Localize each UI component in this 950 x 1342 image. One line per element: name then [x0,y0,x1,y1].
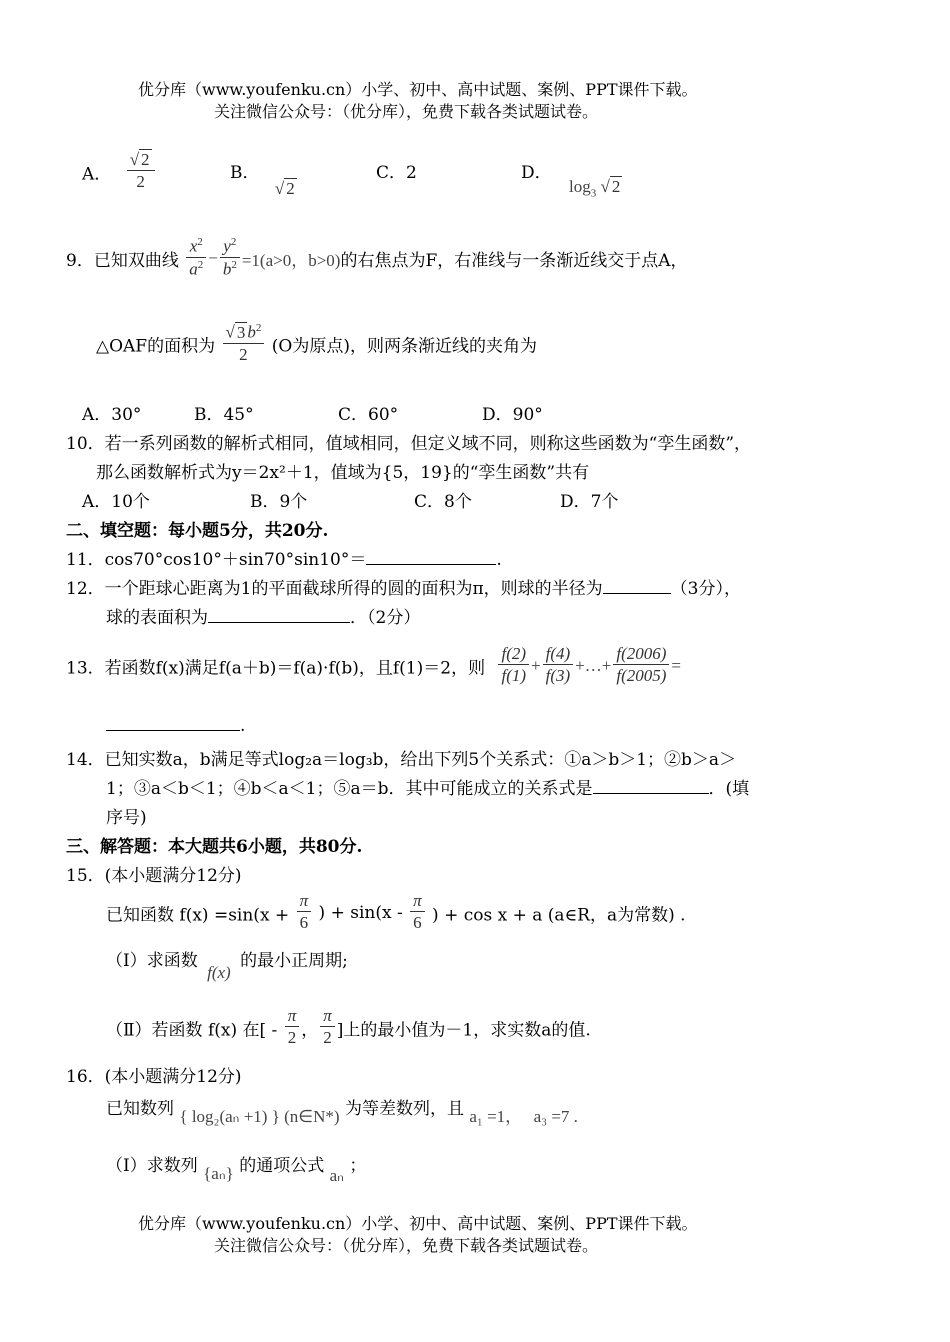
q8-option-b [230,158,295,198]
section-2-heading: 二、填空题：每小题5分，共20分. [66,521,329,541]
q9-condition: =1(a>0，b>0) [241,250,341,270]
footer-line-1: 优分库（www.youfenku.cn）小学、初中、高中试题、案例、PPT课件下载。 [138,1214,698,1233]
section-3-heading: 三、解答题：本大题共6小题，共80分. [66,837,363,857]
q10-option-c: C．8个 [414,492,472,512]
question-16-part-1: （Ⅰ）求数列 {aₙ} 的通项公式 aₙ ； [106,1156,367,1185]
question-12-line-1: 12．一个距球心距离为1的平面截球所得的圆的面积为π，则球的半径为 （3分）， [66,579,741,599]
q8-d-value: $\log_3$ √ 2 [569,177,621,200]
question-13: 13．若函数f(x)满足f(a＋b)＝f(a)·f(b)，且f(1)＝2，则 $\frac{f(2)}{f(1)}$ + $\frac{f(4)}{f(3)}$ +…+ $\frac{f(2006)}{f(2005)}$ = [66,644,681,686]
question-9-line-1: 9．已知双曲线 $\frac{x^2}{a^2}$ − $\frac{y^2}{b^2}$ =1(a>0，b>0)的右焦点为F，右准线与一条渐近线交于点A， [66,236,688,281]
q9-y-fraction: $\frac{y^2}{b^2}$ [220,236,240,281]
header-line-1: 优分库（www.youfenku.cn）小学、初中、高中试题、案例、PPT课件下载。 [138,80,698,99]
q8-option-a [82,150,157,193]
q9-option-d: D．90° [482,405,543,425]
q13-answer-blank[interactable] [106,730,240,731]
q8-a-fraction: $\frac{√ 2}{2}$ [127,150,155,193]
q8-d-label: D． [521,163,552,183]
q11-answer-blank[interactable] [366,564,496,565]
question-14-line-3: 序号) [106,808,147,828]
q14-answer-blank[interactable] [593,793,709,794]
question-12-line-2: 球的表面积为 ．（2分） [106,608,421,628]
question-13-blank-line: . [106,716,245,736]
q10-option-d: D．7个 [560,492,619,512]
q8-option-c: C．2 [376,163,417,183]
q9-x-fraction: $\frac{x^2}{a^2}$ [186,236,206,281]
question-11: 11．cos70°cos10°＋sin70°sin10°＝ . [66,550,502,570]
q10-option-a: A．10个 [82,492,150,512]
q9-option-c: C．60° [338,405,399,425]
q8-b-label: B． [230,163,260,183]
q9-area-fraction: $\frac{√ 3 b^2}{2}$ [223,322,265,366]
question-15-part-2: （Ⅱ）若函数 f(x) 在[ - $\frac{\pi}{2}$ ， $\frac{\pi}{2}$ ]上的最小值为－1，求实数a的值. [106,1006,591,1048]
question-10-line-2: 那么函数解析式为y＝2x²＋1，值域为{5，19}的“孪生函数”共有 [96,463,590,483]
question-9-line-2: △OAF的面积为 $\frac{√ 3 b^2}{2}$ (O为原点)，则两条渐近线的夹角为 [96,322,537,366]
footer-line-2: 关注微信公众号：（优分库），免费下载各类试题试卷。 [214,1236,599,1255]
question-16-title: 16．(本小题满分12分) [66,1067,242,1087]
question-15-title: 15．(本小题满分12分) [66,866,242,886]
q8-a-denominator: 2 [136,172,145,192]
q9-option-b: B．45° [194,405,254,425]
q12-area-blank[interactable] [208,622,350,623]
header-line-2: 关注微信公众号：（优分库），免费下载各类试题试卷。 [214,102,599,121]
q8-a-numerator: 2 [141,150,150,169]
q8-b-value: √ 2 [274,179,295,198]
question-14-line-1: 14．已知实数a，b满足等式log₂a＝log₃b，给出下列5个关系式：①a＞b＞1；②b＞a＞ [66,750,737,770]
q10-option-b: B．9个 [250,492,308,512]
q8-a-label: A． [82,164,112,185]
question-16-given: 已知数列 { log₂(aₙ +1) } (n∈N*) 为等差数列，且 a₁ =1， a₃ =7 . [106,1099,578,1126]
question-15-given: 已知函数 f(x) =sin(x + $\frac{\pi}{6}$ ) + sin(x - $\frac{\pi}{6}$ ) + cos x + a (a∈R，a为常数) . [106,891,686,933]
q8-option-d [521,158,621,200]
q12-radius-blank[interactable] [603,593,671,594]
question-15-part-1: （Ⅰ）求函数 f(x) 的最小正周期; [106,951,348,982]
question-14-line-2: 1；③a＜b＜1；④b＜a＜1；⑤a＝b．其中可能成立的关系式是 ．(填 [106,779,750,799]
question-10-line-1: 10．若一系列函数的解析式相同，值域相同，但定义域不同，则称这些函数为“孪生函数”， [66,434,752,454]
q16-sequence: { log₂(aₙ +1) } (n∈N*) [179,1107,340,1126]
q9-option-a: A．30° [82,405,142,425]
